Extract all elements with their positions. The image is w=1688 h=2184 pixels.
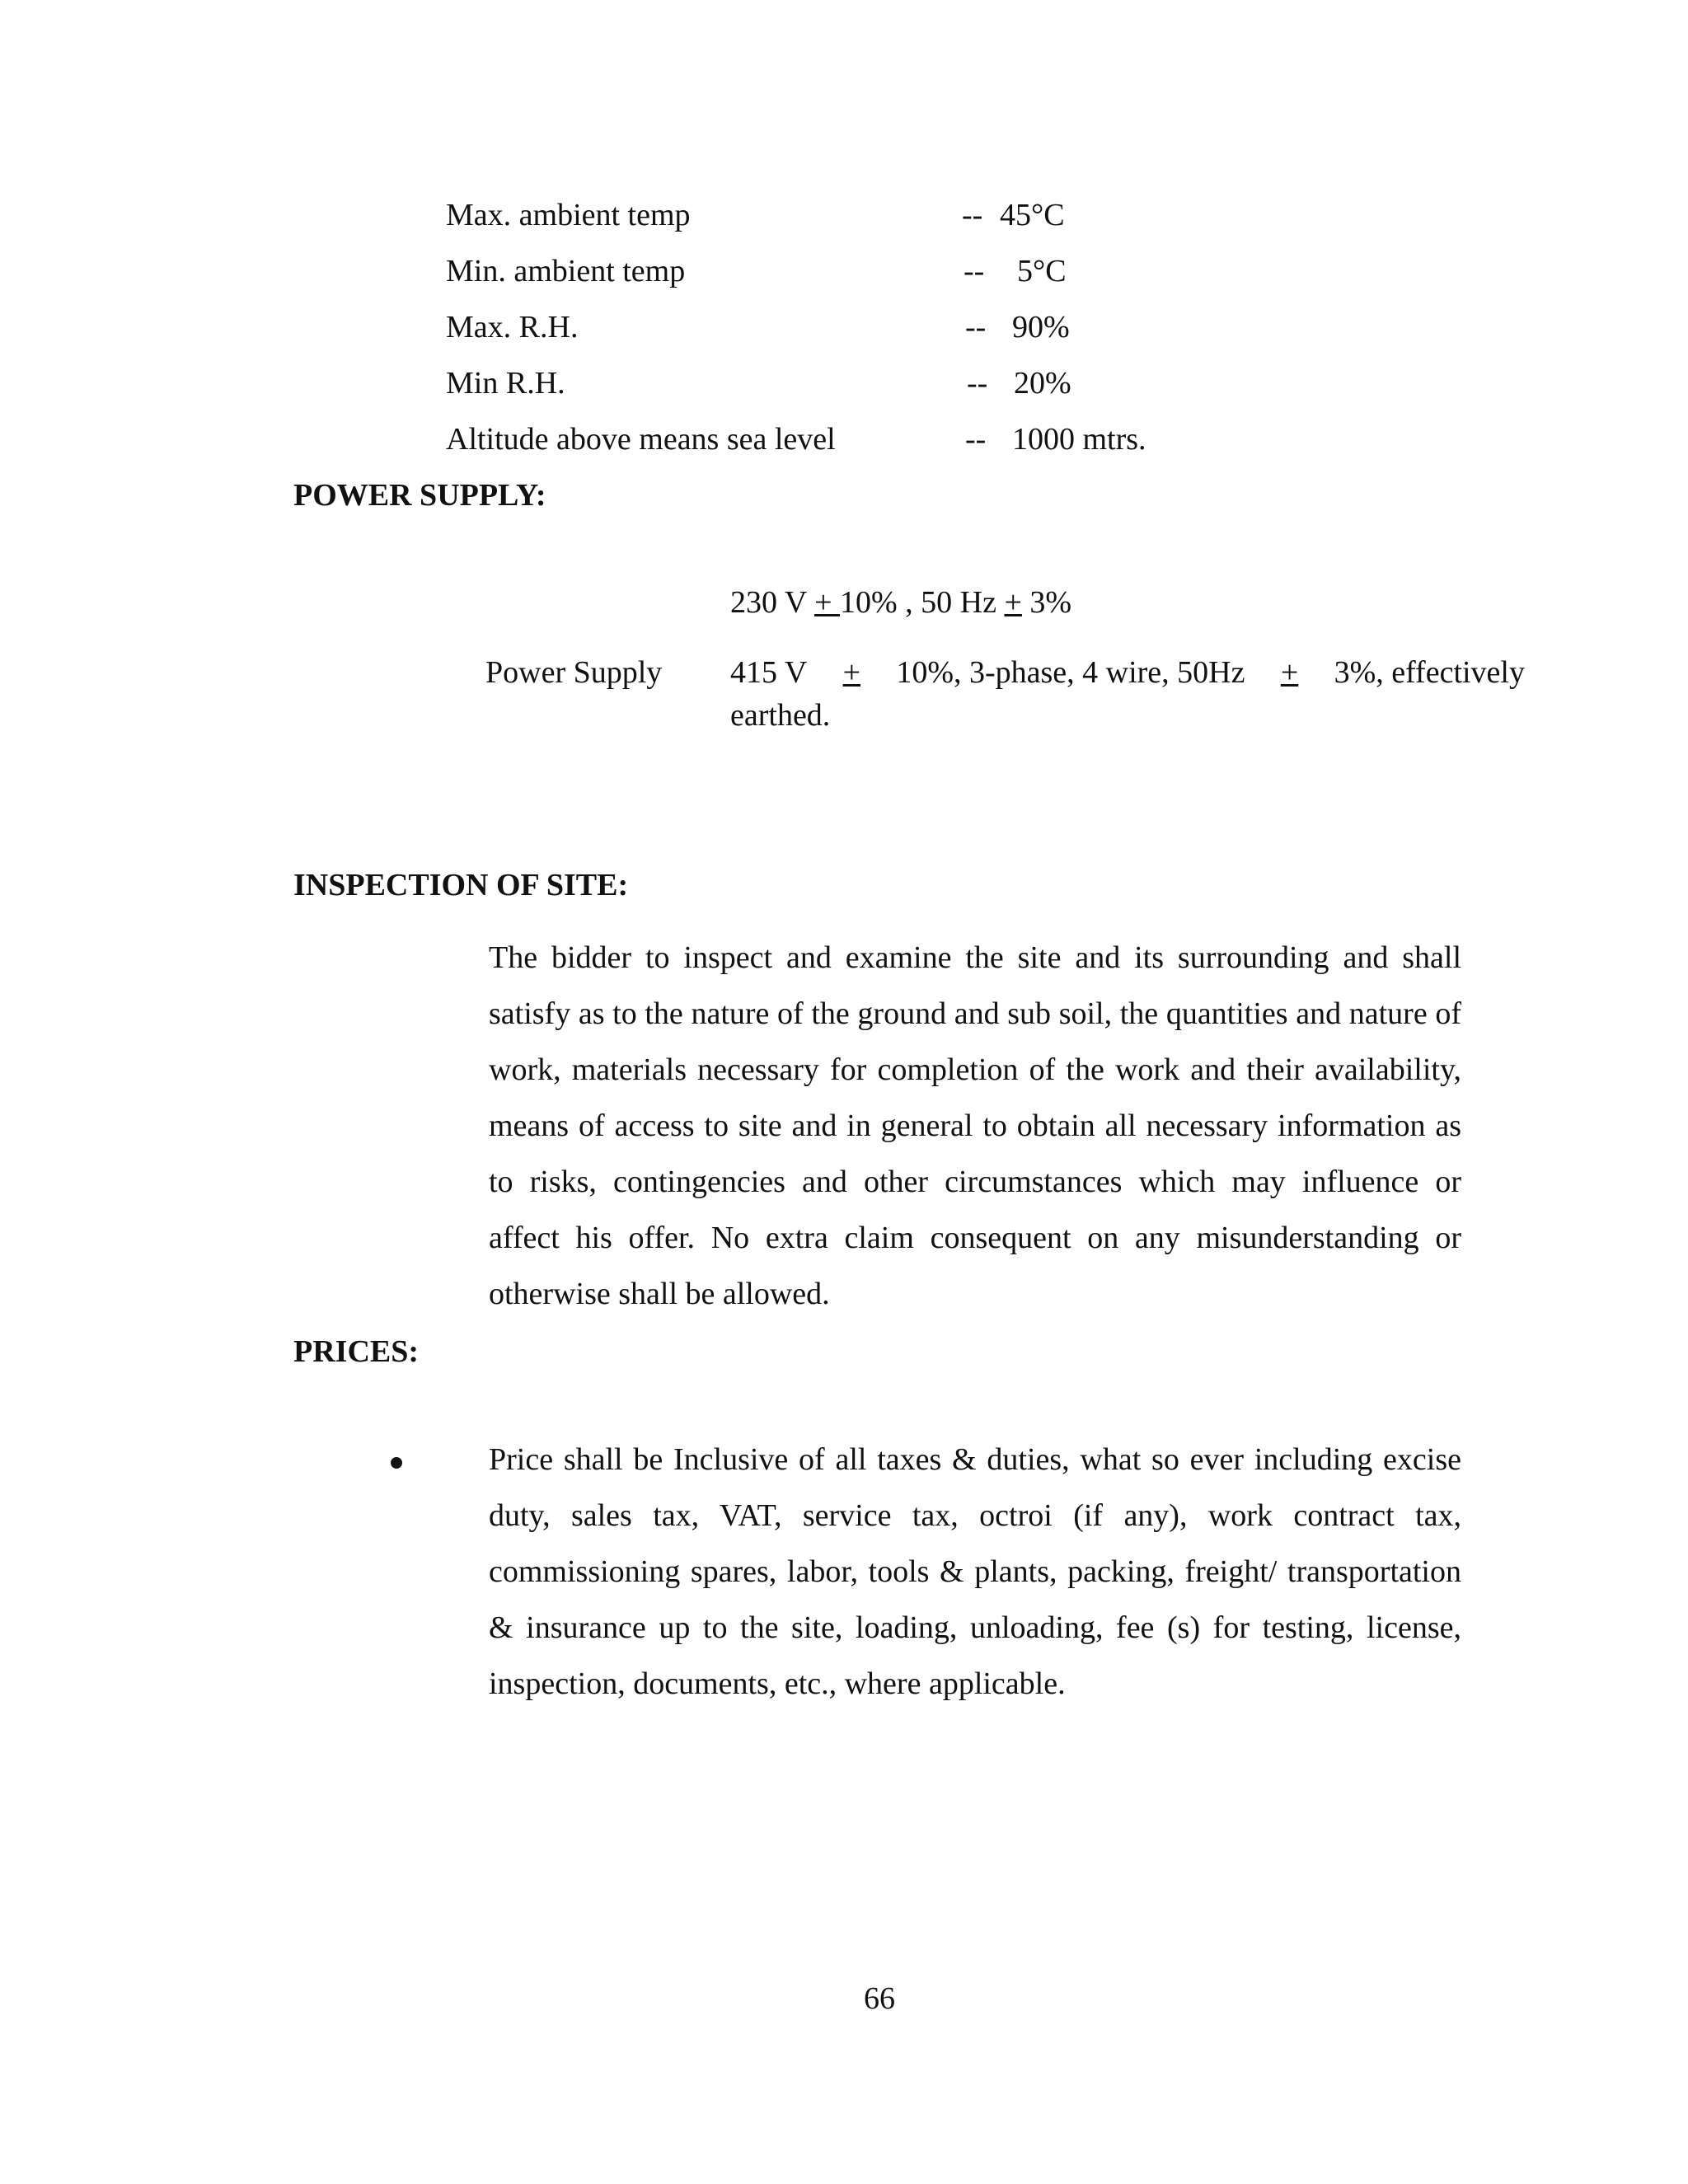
inspection-paragraph: The bidder to inspect and examine the site and its surrounding and shall satisfy as to the nature of the ground and sub soil, the quantities and nature of work, materials necessary for completion of the work and their availability, means of access to site and in general to obtain all necessary information as to risks, contingencies and other circumstances which may influence or affect his offer. No extra claim consequent on any misunderstanding or otherwise shall be allowed. bbox=[489, 940, 1461, 1311]
env-value: 45°C bbox=[1000, 198, 1065, 232]
env-label: Min R.H. bbox=[446, 366, 565, 401]
power-supply-earthed: earthed. bbox=[730, 698, 831, 733]
env-dash: -- bbox=[965, 310, 987, 344]
env-value: 90% bbox=[1012, 310, 1070, 344]
env-value: 1000 mtrs. bbox=[1012, 422, 1146, 457]
env-label: Max. ambient temp bbox=[446, 198, 691, 232]
prices-bullet-paragraph: Price shall be Inclusive of all taxes & duties, what so ever including excise duty, sales tax, VAT, service tax, octroi (if any), work contract tax, commissioning spares, labor, tools & plants, packing, freight/ transportation & insurance up to the site, loading, unloading, fee (s) for testing, license, inspection, documents, etc., where applicable. bbox=[489, 1442, 1461, 1701]
plus-minus-sign: + bbox=[1004, 585, 1022, 620]
env-label: Max. R.H. bbox=[446, 310, 579, 344]
bullet-icon bbox=[391, 1457, 402, 1469]
power-supply-three-phase: 415 V + 10%, 3-phase, 4 wire, 50Hz + 3%, effectively bbox=[730, 655, 1525, 690]
prices-heading: PRICES: bbox=[293, 1334, 420, 1369]
env-label: Altitude above means sea level bbox=[446, 422, 836, 457]
page-number: 66 bbox=[864, 1981, 895, 2016]
env-dash: -- bbox=[964, 254, 985, 288]
inspection-heading: INSPECTION OF SITE: bbox=[293, 868, 629, 902]
power-supply-heading: POWER SUPPLY: bbox=[293, 478, 546, 513]
power-supply-single-phase: 230 V + 10% , 50 Hz + 3% bbox=[730, 585, 1072, 620]
env-value: 5°C bbox=[1017, 254, 1067, 288]
env-dash: -- bbox=[967, 366, 988, 401]
plus-minus-sign: + bbox=[814, 585, 841, 620]
env-dash: -- bbox=[962, 198, 983, 232]
env-label: Min. ambient temp bbox=[446, 254, 686, 288]
env-value: 20% bbox=[1014, 366, 1071, 401]
plus-minus-sign: + bbox=[1280, 655, 1299, 690]
env-dash: -- bbox=[965, 422, 987, 457]
power-supply-label: Power Supply bbox=[485, 655, 663, 690]
plus-minus-sign: + bbox=[842, 655, 861, 690]
